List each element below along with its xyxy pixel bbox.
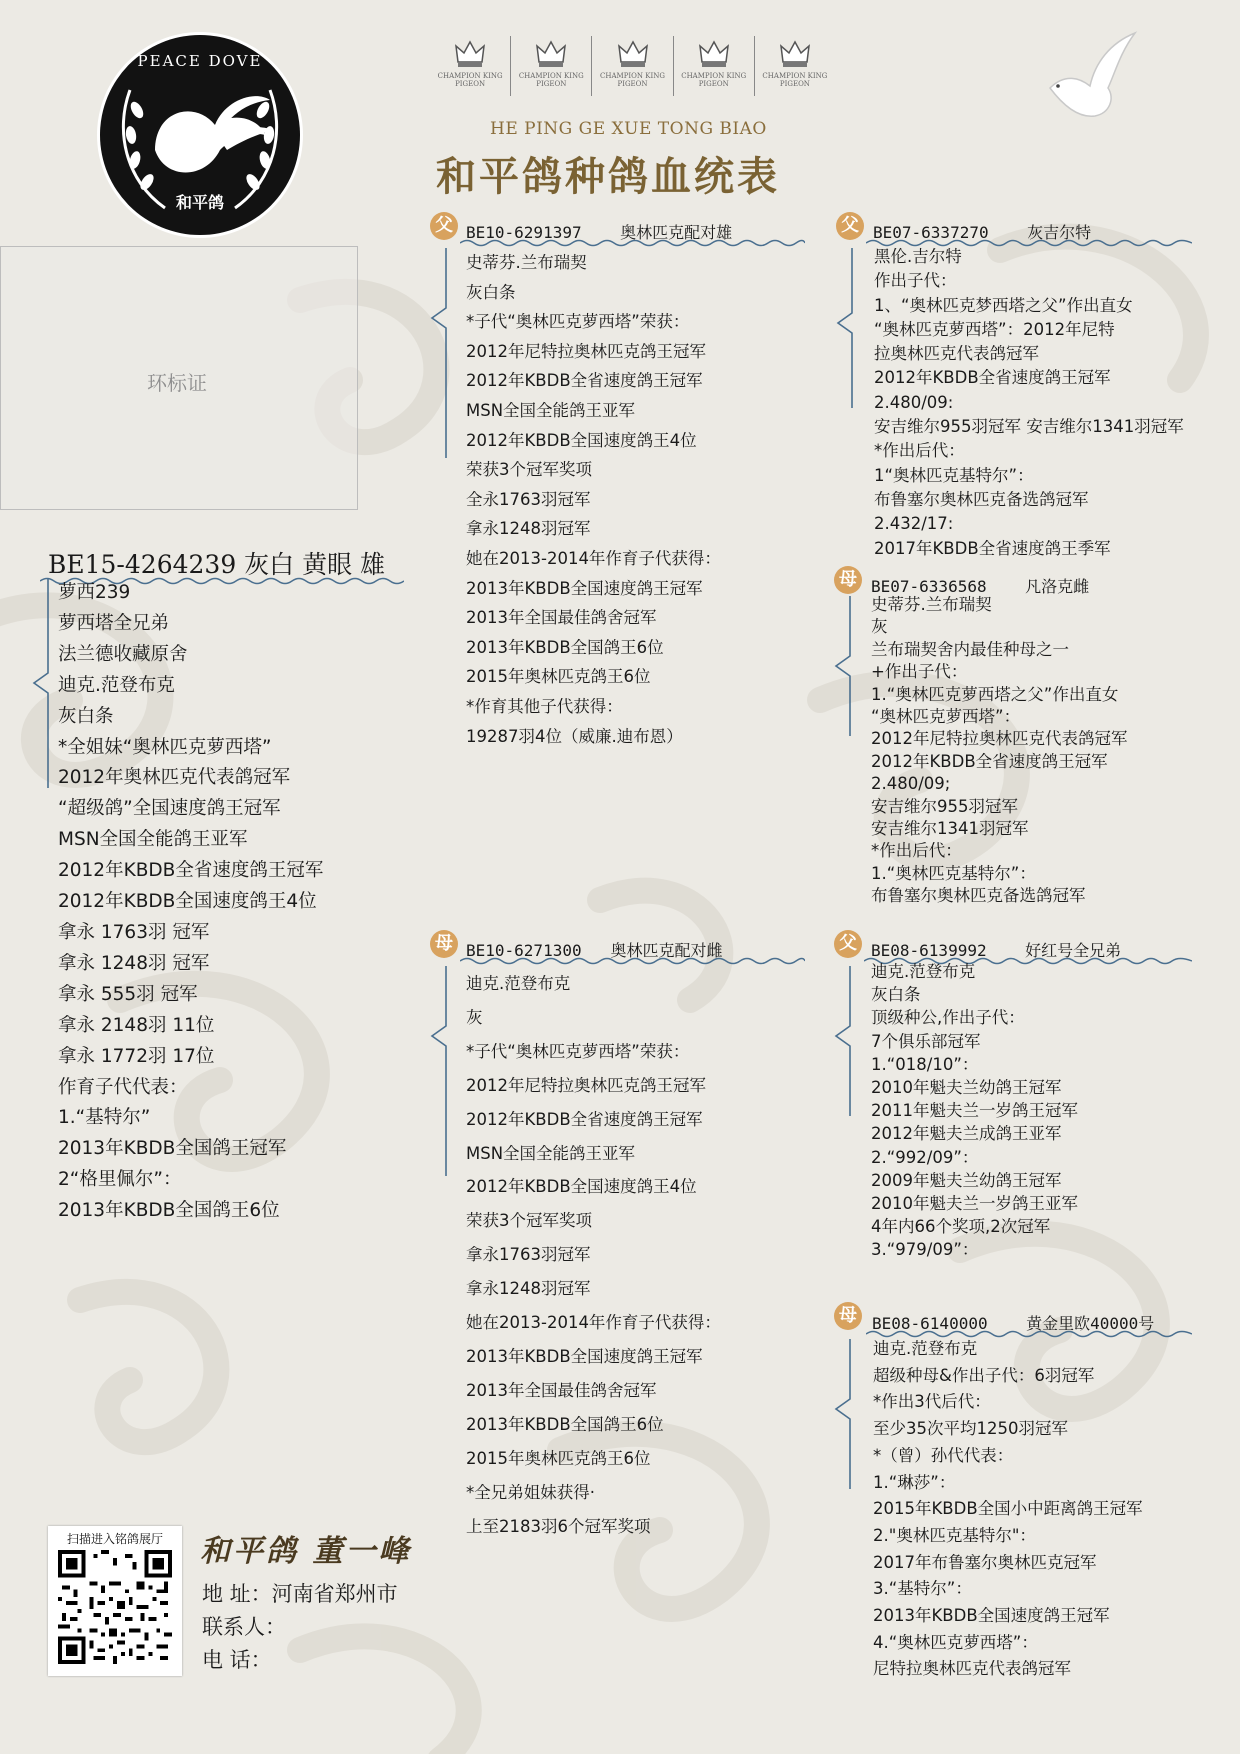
sire-dam-bracket [832, 596, 852, 736]
detail-line: 拿永1248羽冠军 [466, 519, 591, 539]
detail-line: 荣获3个冠军奖项 [466, 1211, 592, 1231]
detail-line: *作出后代： [874, 441, 965, 461]
detail-line: 19287羽4位（威廉.迪布恩） [466, 726, 683, 746]
ring-certificate-label: 环标证 [147, 371, 207, 395]
detail-line: 2013年KBDB全国速度鸽王冠军 [466, 578, 703, 598]
detail-line: “奥林匹克萝西塔”：2012年尼特 [874, 319, 1115, 339]
detail-line: 灰白条 [58, 705, 114, 727]
detail-line: 1“奥林匹克基特尔”： [874, 465, 1034, 485]
detail-line: 黑伦.吉尔特 [874, 247, 962, 266]
detail-line: 萝西239 [58, 582, 131, 603]
detail-line: 2012年KBDB全国速度鸽王4位 [466, 430, 697, 450]
crown-badge [511, 36, 592, 96]
detail-line: 2013年KBDB全国鸽王6位 [466, 637, 664, 657]
dam-details [466, 967, 721, 1543]
detail-line: 安吉维尔955羽冠军 安吉维尔1341羽冠军 [874, 417, 1184, 437]
dam-sire-badge: 父 [834, 930, 862, 958]
detail-line: 2013年KBDB全国速度鸽王冠军 [466, 1346, 703, 1366]
detail-line: 2012年KBDB全省速度鸽王冠军 [871, 751, 1108, 771]
detail-line: 灰白条 [466, 282, 516, 302]
detail-line: 作育子代代表： [58, 1076, 188, 1098]
crown-caption: CHAMPION KING PIGEON [600, 72, 665, 88]
detail-line: 灰 [871, 617, 888, 637]
detail-line: *全姐妹“奥林匹克萝西塔” [58, 736, 272, 758]
detail-line: 拿永 1763羽 冠军 [58, 921, 210, 943]
sire-details [466, 248, 721, 751]
page-title: 和平鸽种鸽血统表 [436, 153, 780, 200]
detail-line: 灰白条 [871, 985, 921, 1005]
detail-line: *作育其他子代获得： [466, 696, 623, 716]
detail-line: 2013年KBDB全国速度鸽王冠军 [873, 1606, 1110, 1626]
dam-sire-bracket [832, 966, 852, 1116]
pinyin-title: HE PING GE XUE TONG BIAO [490, 119, 767, 139]
detail-line: 迪克.范登布克 [58, 674, 175, 696]
dam-dam-heading: BE08-6140000 黄金里欧40000号 [872, 1314, 1155, 1333]
crown-caption: CHAMPION KING PIGEON [518, 72, 584, 88]
detail-line: 迪克.范登布克 [873, 1339, 978, 1358]
dam-badge: 母 [430, 930, 458, 958]
detail-line: 2015年奥林匹克鸽王6位 [466, 667, 651, 687]
detail-line: 2009年魁夫兰幼鸽王冠军 [871, 1170, 1062, 1190]
detail-line: 拿永1763羽冠军 [466, 1245, 591, 1265]
sire-sire-details [874, 245, 1184, 561]
detail-line: *子代“奥林匹克萝西塔”荣获： [466, 1041, 690, 1061]
phone-line: 电 话： [202, 1648, 272, 1672]
detail-line: MSN全国全能鸽王亚军 [466, 1143, 636, 1163]
detail-line: 史蒂芬.兰布瑞契 [466, 253, 587, 272]
detail-line: 2013年KBDB全国鸽王冠军 [58, 1138, 287, 1160]
heading-underline [460, 238, 805, 248]
detail-line: 2017年KBDB全省速度鸽王季军 [874, 538, 1111, 558]
detail-line: 2010年魁夫兰幼鸽王冠军 [871, 1078, 1062, 1098]
crown-badge [430, 36, 511, 96]
detail-line: 2012年奥林匹克代表鸽冠军 [58, 767, 291, 789]
logo-top-text: PEACE DOVE [137, 52, 263, 70]
detail-line: 2013年全国最佳鸽舍冠军 [466, 608, 657, 628]
crown-icon [616, 36, 650, 70]
detail-line: 4年内66个奖项,2次冠军 [871, 1217, 1051, 1237]
sire-heading: BE10-6291397 奥林匹克配对雄 [466, 223, 733, 242]
detail-line: 2012年KBDB全省速度鸽王冠军 [466, 1109, 703, 1129]
detail-line: 尼特拉奥林匹克代表鸽冠军 [873, 1659, 1071, 1679]
crown-caption: CHAMPION KING PIGEON [681, 72, 747, 88]
main-bird-details [58, 578, 323, 1227]
sire-sire-heading: BE07-6337270 灰吉尔特 [873, 223, 1092, 242]
crown-icon [534, 36, 568, 70]
crown-icon [453, 36, 487, 70]
detail-line: 安吉维尔955羽冠军 [871, 796, 1018, 816]
dam-dam-bracket [832, 1339, 852, 1489]
detail-line: 2012年魁夫兰成鸽王亚军 [871, 1124, 1062, 1144]
detail-line: 2."奥林匹克基特尔"： [873, 1525, 1036, 1545]
detail-line: 2012年KBDB全省速度鸽王冠军 [58, 860, 324, 882]
detail-line: 1.“018/10”： [871, 1054, 979, 1074]
detail-line: 2017年布鲁塞尔奥林匹克冠军 [873, 1552, 1097, 1572]
sire-dam-heading: BE07-6336568 凡洛克雌 [871, 577, 1090, 596]
detail-line: 1.“奥林匹克基特尔”： [871, 863, 1036, 883]
sire-dam-badge: 母 [834, 566, 862, 594]
sire-dam-details [871, 594, 1128, 908]
peace-dove-logo [95, 30, 305, 240]
detail-line: 3.“基特尔”： [873, 1579, 972, 1599]
detail-line: 作出子代： [874, 271, 957, 291]
detail-line: 2013年全国最佳鸽舍冠军 [466, 1380, 657, 1400]
main-bracket [30, 578, 50, 788]
detail-line: 2.480/09: [874, 392, 954, 412]
logo-bottom-text: 和平鸽 [175, 193, 225, 212]
signature: 和平鸽 董一峰 [200, 1534, 412, 1569]
dove-icon [1040, 28, 1140, 123]
detail-line: 她在2013-2014年作育子代获得： [466, 548, 721, 568]
detail-line: MSN全国全能鸽王亚军 [466, 400, 636, 420]
crown-caption: CHAMPION KING PIGEON [437, 72, 503, 88]
detail-line: 2.480/09; [871, 774, 951, 794]
detail-line: 2012年尼特拉奥林匹克代表鸽冠军 [871, 729, 1128, 749]
detail-line: 至少35次平均1250羽冠军 [873, 1419, 1068, 1439]
detail-line: 2012年KBDB全国速度鸽王4位 [58, 891, 317, 913]
detail-line: 4.“奥林匹克萝西塔”： [873, 1632, 1038, 1652]
dam-sire-heading: BE08-6139992 好红号全兄弟 [871, 941, 1122, 960]
main-bird-heading: BE15-4264239 灰白 黄眼 雄 [48, 550, 386, 579]
detail-line: 超级种母&作出子代：6羽冠军 [873, 1365, 1095, 1385]
detail-line: +作出子代： [871, 662, 968, 682]
crown-badge [592, 36, 673, 96]
sire-sire-bracket [834, 248, 854, 408]
crown-badge [755, 36, 835, 96]
qr-code-icon[interactable] [58, 1550, 172, 1664]
detail-line: 2013年KBDB全国鸽王6位 [466, 1414, 664, 1434]
detail-line: 史蒂芬.兰布瑞契 [871, 595, 992, 614]
detail-line: 2012年尼特拉奥林匹克鸽王冠军 [466, 1075, 706, 1095]
crown-caption: CHAMPION KING PIGEON [762, 72, 828, 88]
sire-badge: 父 [430, 212, 458, 240]
detail-line: “超级鸽”全国速度鸽王冠军 [58, 798, 281, 820]
detail-line: MSN全国全能鸽王亚军 [58, 829, 248, 851]
detail-line: 2.“992/09”： [871, 1147, 979, 1167]
ring-certificate-placeholder [0, 246, 358, 510]
detail-line: 拉奥林匹克代表鸽冠军 [874, 344, 1039, 364]
detail-line: 布鲁塞尔奥林匹克备选鸽冠军 [874, 489, 1089, 509]
detail-line: 拿永1248羽冠军 [466, 1279, 591, 1299]
detail-line: 她在2013-2014年作育子代获得： [466, 1313, 721, 1333]
detail-line: *作出后代： [871, 841, 962, 861]
detail-line: 2012年尼特拉奥林匹克鸽王冠军 [466, 341, 706, 361]
detail-line: 兰布瑞契舍内最佳种母之一 [871, 639, 1069, 659]
detail-line: 2015年奥林匹克鸽王6位 [466, 1448, 651, 1468]
contact-person-line: 联系人： [202, 1615, 286, 1639]
detail-line: *子代“奥林匹克萝西塔”荣获： [466, 312, 690, 332]
detail-line: *作出3代后代： [873, 1392, 991, 1412]
sire-bracket [428, 248, 448, 458]
detail-line: *（曾）孙代代表： [873, 1445, 1014, 1465]
detail-line: 迪克.范登布克 [871, 962, 976, 981]
detail-line: 布鲁塞尔奥林匹克备选鸽冠军 [871, 886, 1086, 906]
detail-line: 1、“奥林匹克梦西塔之父”作出直女 [874, 295, 1133, 315]
detail-line: 萝西塔全兄弟 [58, 612, 170, 634]
detail-line: 法兰德收藏原舍 [58, 643, 188, 665]
heading-underline [460, 956, 805, 966]
detail-line: 2.432/17: [874, 514, 954, 534]
detail-line: 1.“基特尔” [58, 1107, 151, 1129]
detail-line: *全兄弟姐妹获得· [466, 1482, 595, 1502]
detail-line: 2015年KBDB全国小中距离鸽王冠军 [873, 1499, 1143, 1519]
detail-line: 安吉维尔1341羽冠军 [871, 819, 1029, 839]
detail-line: 拿永 1248羽 冠军 [58, 952, 210, 974]
sire-sire-badge: 父 [836, 212, 864, 240]
dam-dam-badge: 母 [834, 1302, 862, 1330]
qr-caption: 扫描进入铭鸽展厅 [66, 1532, 163, 1546]
detail-line: 2010年魁夫兰一岁鸽王亚军 [871, 1194, 1078, 1214]
detail-line: “奥林匹克萝西塔”： [871, 707, 1021, 727]
dam-bracket [428, 966, 448, 1176]
detail-line: 拿永 1772羽 17位 [58, 1045, 215, 1067]
detail-line: 7个俱乐部冠军 [871, 1031, 981, 1051]
detail-line: 全永1763羽冠军 [466, 489, 591, 509]
detail-line: 顶级种公,作出子代： [871, 1008, 1025, 1028]
detail-line: 荣获3个冠军奖项 [466, 460, 592, 480]
detail-line: 3.“979/09”： [871, 1240, 979, 1260]
detail-line: 2011年魁夫兰一岁鸽王冠军 [871, 1101, 1078, 1121]
dam-heading: BE10-6271300 奥林匹克配对雌 [466, 941, 723, 960]
detail-line: 2012年KBDB全省速度鸽王冠军 [874, 368, 1111, 388]
crown-icon [778, 36, 812, 70]
address-line: 地 址：河南省郑州市 [202, 1582, 398, 1606]
crown-icon [697, 36, 731, 70]
detail-line: 拿永 555羽 冠军 [58, 983, 198, 1005]
detail-line: 2013年KBDB全国鸽王6位 [58, 1200, 280, 1222]
detail-line: 灰 [466, 1007, 483, 1027]
crown-row [430, 36, 835, 96]
detail-line: 2“格里佩尔”： [58, 1169, 182, 1191]
detail-line: 拿永 2148羽 11位 [58, 1014, 215, 1036]
detail-line: 2012年KBDB全国速度鸽王4位 [466, 1177, 697, 1197]
detail-line: 1.“奥林匹克萝西塔之父”作出直女 [871, 684, 1119, 704]
dam-sire-details [871, 960, 1078, 1262]
crown-badge [674, 36, 755, 96]
dam-dam-details [873, 1336, 1143, 1683]
detail-line: 上至2183羽6个冠军奖项 [466, 1516, 651, 1536]
qr-code-card[interactable] [48, 1526, 182, 1676]
detail-line: 迪克.范登布克 [466, 974, 571, 993]
detail-line: 1.“琳莎”： [873, 1472, 956, 1492]
contact-info [202, 1578, 398, 1677]
detail-line: 2012年KBDB全省速度鸽王冠军 [466, 371, 703, 391]
